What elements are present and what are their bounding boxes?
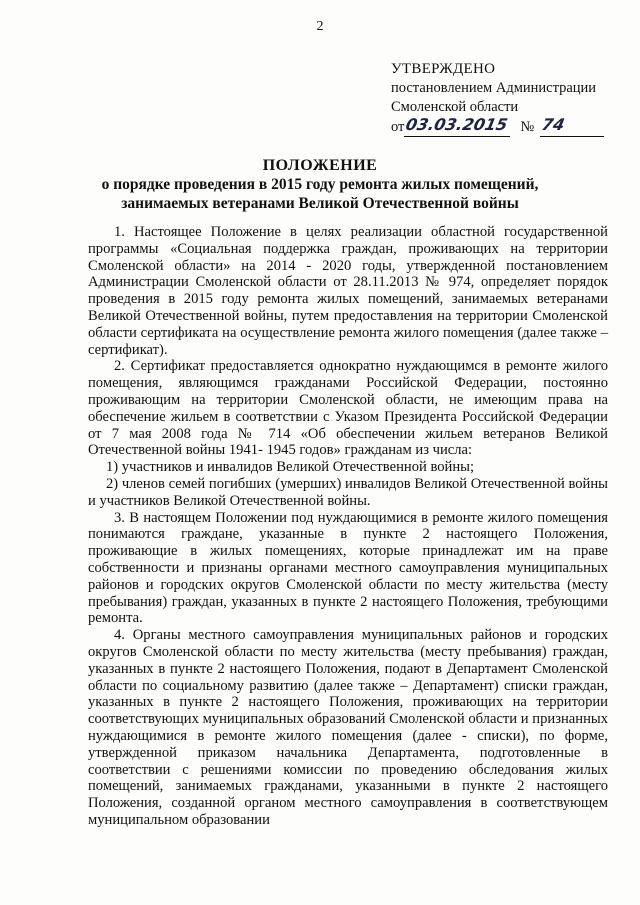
- paragraph-4: 4. Органы местного самоуправления муниципальных районов и городских округов Смоленской области по месту жительства (месту пребывания) граждан, указанных в пункте 2 настоящего Положения, подают в Департамент Смоленской области по социальному развитию (далее также – Департамент) списки граждан, указанных в пункте 2 настоящего Положения, проживающих на территории соответствующих муниципальных образований Смоленской области и признанных нуждающимися в ремонте жилого помещения (далее - списки), по форме, утвержденной приказом начальника Департамента, подготовленные в соответствии с решениями комиссии по проведению обследования жилых помещений, занимаемых гражданами, указанными в пункте 2 настоящего Положения, созданной органом местного самоуправления в соответствующем муниципальном образовании: [88, 627, 608, 828]
- handwritten-date: 03.03.2015: [404, 115, 510, 134]
- approval-line-2: Смоленской области: [391, 99, 519, 115]
- title-main: ПОЛОЖЕНИЕ: [262, 157, 378, 174]
- paragraph-2-item-1: 1) участников и инвалидов Великой Отечественной войны;: [106, 459, 475, 476]
- paragraph-1: 1. Настоящее Положение в целях реализации областной государственной программы «Социальная поддержка граждан, проживающих на территории Смоленской области» на 2014 - 2020 годы, утвержденной постановлением Администрации Смоленской области от 28.11.2013 № 974, определяет порядок проведения в 2015 году ремонта жилых помещений, занимаемых ветеранами Великой Отечественной войны, путем предоставления на территории Смоленской области сертификата на осуществление ремонта жилого помещения (далее также – сертификат).: [88, 224, 608, 358]
- title-line-1: о порядке проведения в 2015 году ремонта жилых помещений,: [101, 176, 539, 193]
- document-title: [0, 156, 640, 213]
- date-prefix: от: [391, 119, 405, 135]
- approval-date-line: [391, 117, 631, 137]
- page-number: 2: [316, 19, 324, 34]
- number-sign: №: [520, 119, 535, 135]
- title-line-2: занимаемых ветеранами Великой Отечественной войны: [121, 195, 519, 212]
- approval-line-1: постановлением Администрации: [391, 80, 597, 96]
- approval-stamp-block: [391, 60, 631, 137]
- number-field: [540, 117, 604, 137]
- date-field: [404, 117, 510, 137]
- approved-heading: УТВЕРЖДЕНО: [391, 61, 496, 77]
- paragraph-2: 2. Сертификат предоставляется однократно нуждающимся в ремонте жилого помещения, являющимся гражданами Российской Федерации, постоянно проживающим на территории Смоленской области, не имеющим права на обеспечение жильем в соответствии с Указом Президента Российской Федерации от 7 мая 2008 года № 714 «Об обеспечении жильем ветеранов Великой Отечественной войны 1941- 1945 годов» гражданам из числа:: [88, 358, 608, 459]
- paragraph-2-item-2: 2) членов семей погибших (умерших) инвалидов Великой Отечественной войны и участников Великой Отечественной войны.: [88, 475, 608, 509]
- handwritten-number: 74: [540, 115, 567, 134]
- paragraph-3: 3. В настоящем Положении под нуждающимися в ремонте жилого помещения понимаются граждане, указанные в пункте 2 настоящего Положения, проживающие в жилых помещениях, которые принадлежат им на праве собственности и признаны органами местного самоуправления муниципальных районов и городских округов Смоленской области по месту жительства (месту пребывания) граждан, указанных в пункте 2 настоящего Положения, требующими ремонта.: [88, 509, 608, 627]
- document-body: [88, 224, 608, 829]
